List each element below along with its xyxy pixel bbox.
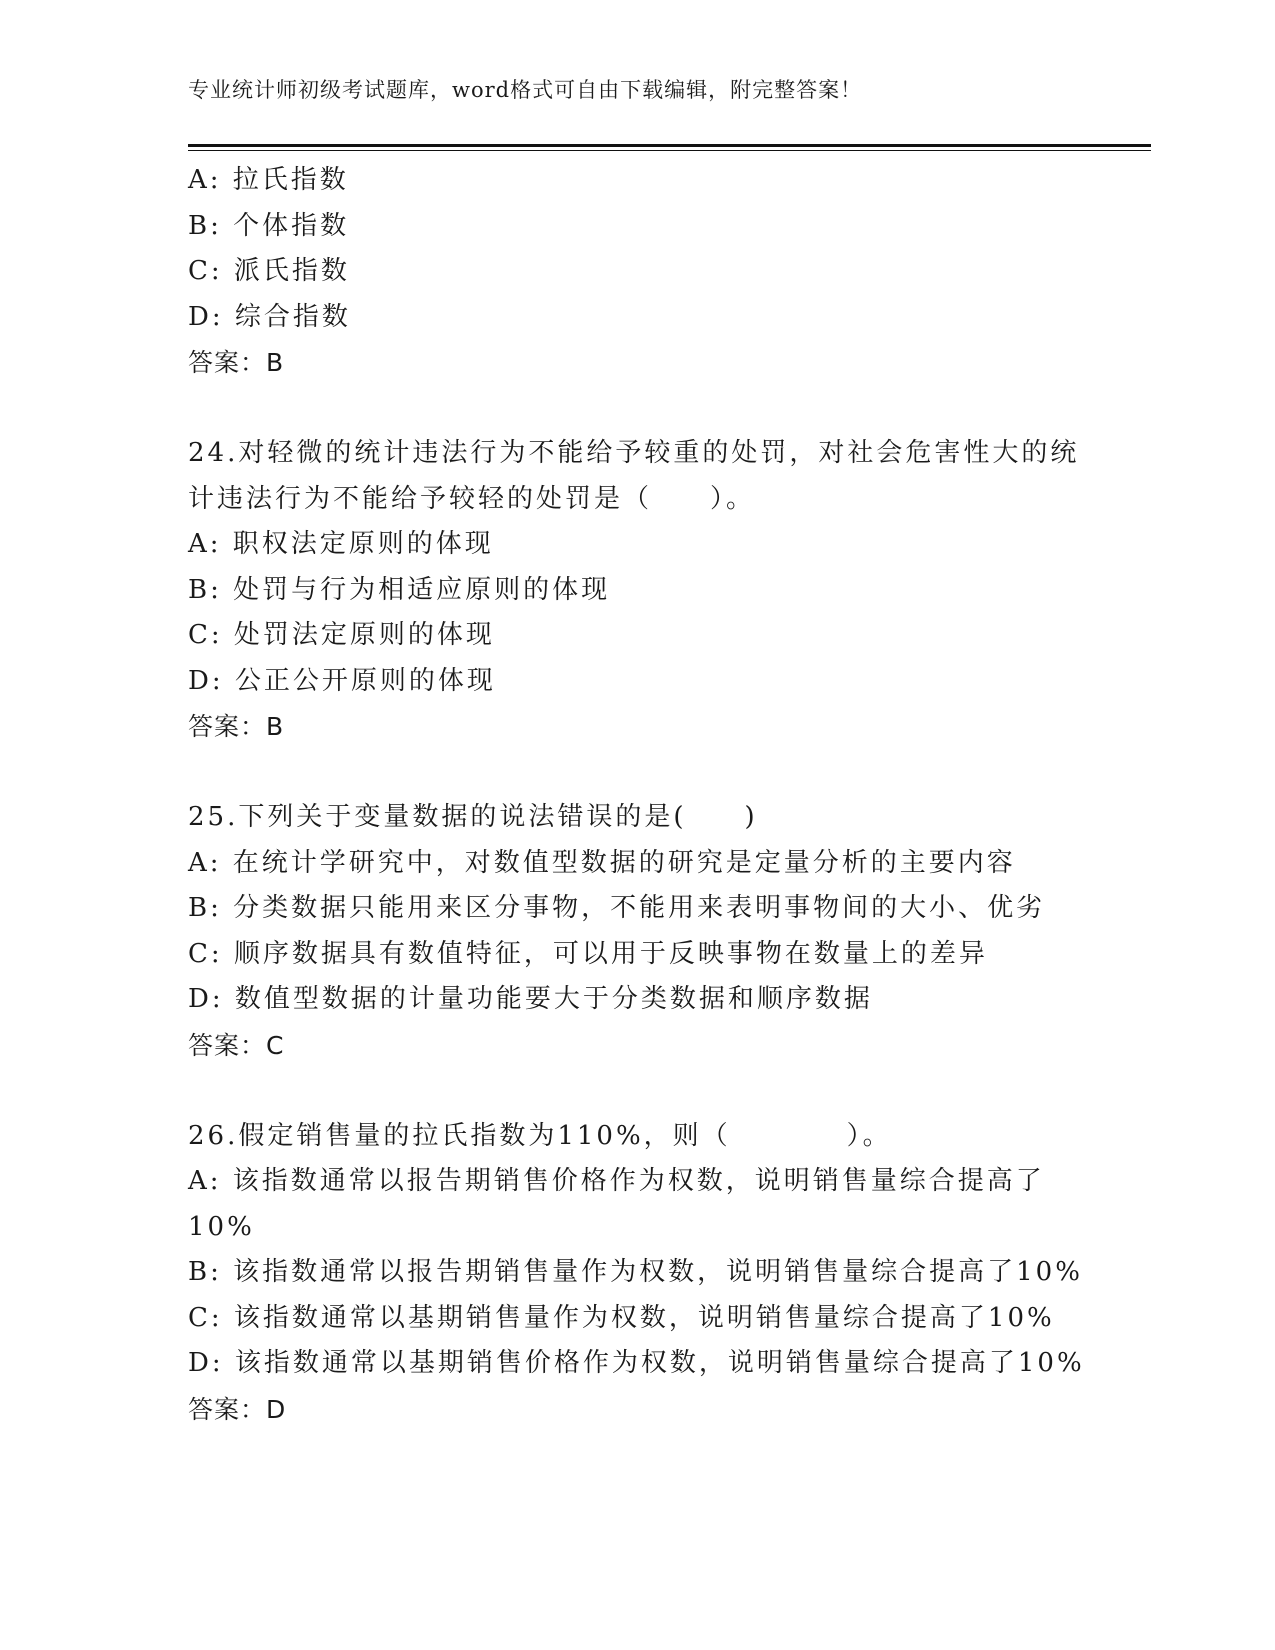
spacer	[188, 750, 1088, 796]
header-rule	[188, 144, 1151, 147]
question-25	[188, 795, 1088, 1068]
question-stem: 25.下列关于变量数据的说法错误的是( )	[188, 802, 758, 832]
option-b: B: 处罚与行为相适应原则的体现	[188, 574, 611, 605]
answer: 答案：B	[188, 712, 285, 741]
option-a-continued: 10%	[188, 1211, 255, 1242]
question-24	[188, 431, 1088, 750]
question-stem: 26.假定销售量的拉氏指数为110%，则（ ）。	[188, 1120, 892, 1151]
page-header: 专业统计师初级考试题库，word格式可自由下载编辑，附完整答案！	[188, 78, 863, 102]
option-d: D: 公正公开原则的体现	[188, 665, 496, 696]
option-c: C: 顺序数据具有数值特征，可以用于反映事物在数量上的差异	[188, 938, 988, 969]
question-stem-continued: 计违法行为不能给予较轻的处罚是（ ）。	[188, 483, 756, 514]
answer: 答案：B	[188, 348, 285, 377]
option-c: C: 该指数通常以基期销售量作为权数，说明销售量综合提高了10%	[188, 1302, 1055, 1333]
document-body	[188, 158, 1088, 1432]
spacer	[188, 386, 1088, 432]
answer: 答案：C	[188, 1030, 285, 1060]
question-23	[188, 158, 1088, 386]
question-26	[188, 1114, 1088, 1433]
option-b: B: 该指数通常以报告期销售量作为权数，说明销售量综合提高了10%	[188, 1257, 1083, 1287]
option-b: B: 分类数据只能用来区分事物，不能用来表明事物间的大小、优劣	[188, 893, 1046, 923]
spacer	[188, 1068, 1088, 1114]
option-a: A: 该指数通常以报告期销售价格作为权数，说明销售量综合提高了	[188, 1166, 1045, 1196]
option-d: D: 综合指数	[188, 301, 351, 332]
option-d: D: 该指数通常以基期销售价格作为权数，说明销售量综合提高了10%	[188, 1348, 1085, 1378]
option-a: A: 职权法定原则的体现	[188, 529, 494, 559]
header-rule-thin	[188, 150, 1151, 151]
option-d: D: 数值型数据的计量功能要大于分类数据和顺序数据	[188, 984, 873, 1014]
option-c: C: 派氏指数	[188, 256, 350, 286]
answer: 答案：D	[188, 1394, 287, 1424]
option-c: C: 处罚法定原则的体现	[188, 620, 495, 650]
option-b: B: 个体指数	[188, 210, 350, 241]
option-a: A: 拉氏指数	[188, 165, 349, 195]
question-stem: 24.对轻微的统计违法行为不能给予较重的处罚，对社会危害性大的统	[188, 438, 1080, 468]
option-a: A: 在统计学研究中，对数值型数据的研究是定量分析的主要内容	[188, 847, 1016, 878]
